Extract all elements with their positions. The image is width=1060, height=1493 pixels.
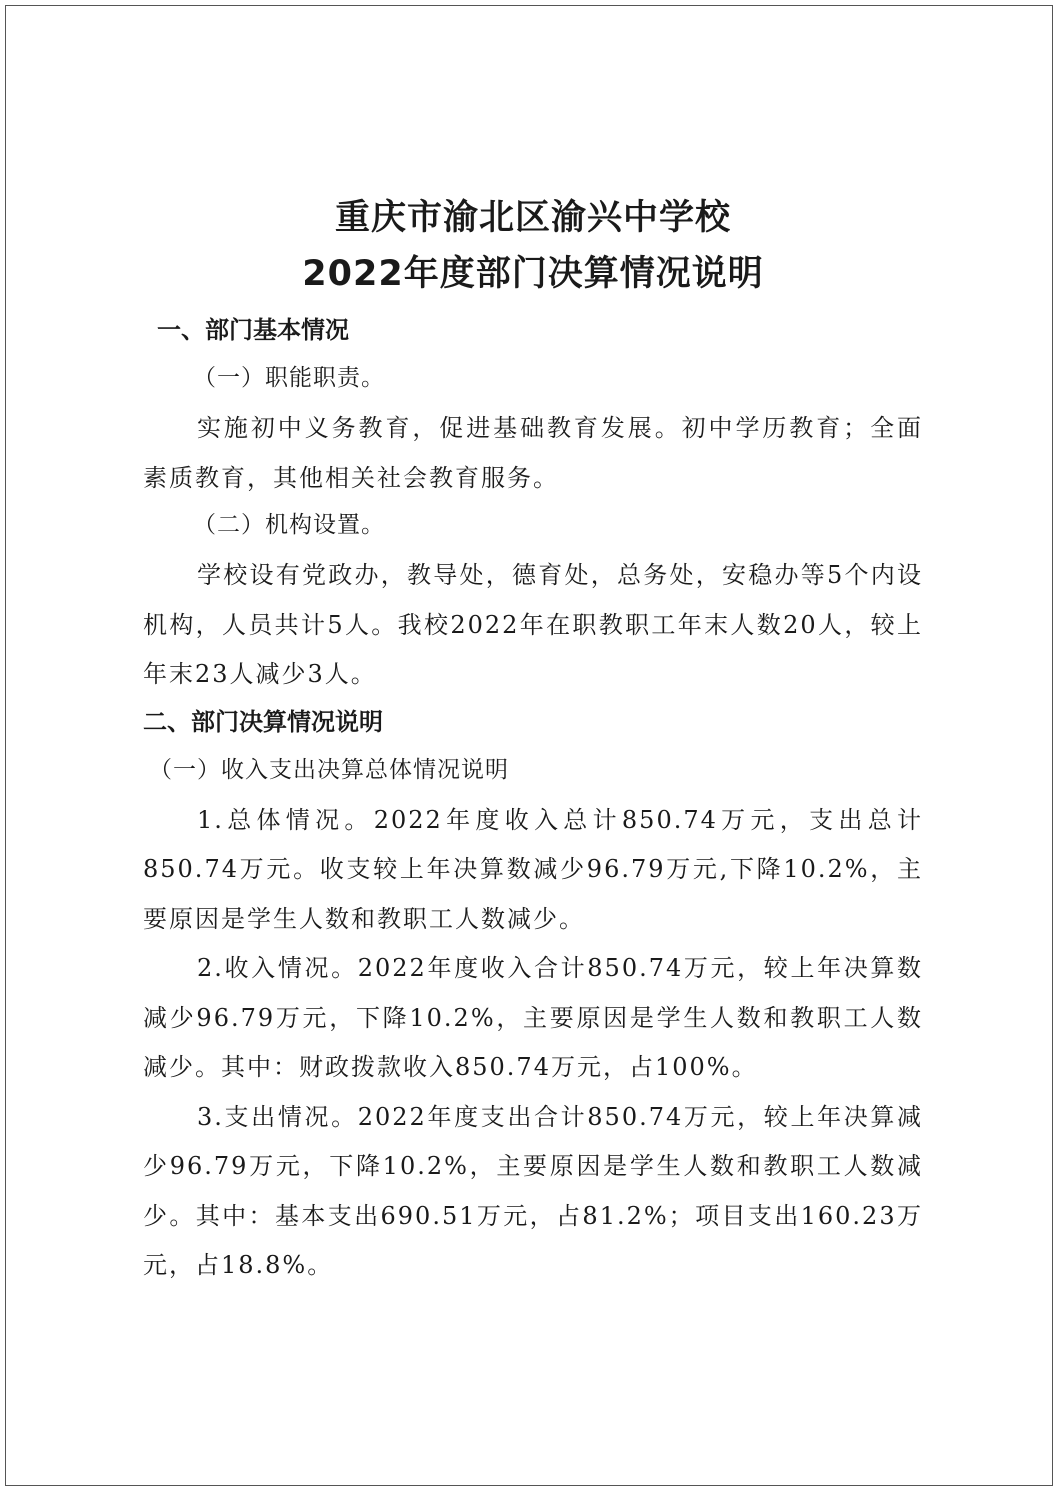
section2-sub1-heading: （一）收入支出决算总体情况说明 (149, 756, 509, 783)
section1-sub2-heading: （二）机构设置。 (193, 512, 385, 538)
title-block (143, 190, 923, 302)
section1-sub1-text: 实施初中义务教育，促进基础教育发展。初中学历教育；全面素质教育，其他相关社会教育服务。 (143, 414, 923, 492)
section1-sub1-heading: （一）职能职责。 (193, 365, 385, 391)
section2-para-income: 2.收入情况。2022年度收入合计850.74万元，较上年决算数减少96.79万元，下降10.2%，主要原因是学生人数和教职工人数减少。其中：财政拨款收入850.74万元，占100%。 (143, 954, 923, 1081)
document-body (143, 190, 923, 1291)
section2-para-overall: 1.总体情况。2022年度收入总计850.74万元，支出总计850.74万元。收支较上年决算数减少96.79万元,下降10.2%，主要原因是学生人数和教职工人数减少。 (143, 805, 923, 933)
section1-heading: 一、部门基本情况 (157, 316, 349, 344)
document-title-line1: 重庆市渝北区渝兴中学校 (334, 198, 731, 238)
document-title-line2: 2022年度部门决算情况说明 (302, 254, 764, 294)
section1-sub2-text: 学校设有党政办，教导处，德育处，总务处，安稳办等5个内设机构，人员共计5人。我校2022年在职教职工年末人数20人，较上年末23人减少3人。 (143, 561, 923, 688)
section2-para-expenditure: 3.支出情况。2022年度支出合计850.74万元，较上年决算减少96.79万元，下降10.2%，主要原因是学生人数和教职工人数减少。其中：基本支出690.51万元，占81.2%；项目支出160.23万元，占18.8%。 (143, 1102, 923, 1279)
section2-heading: 二、部门决算情况说明 (143, 707, 383, 736)
